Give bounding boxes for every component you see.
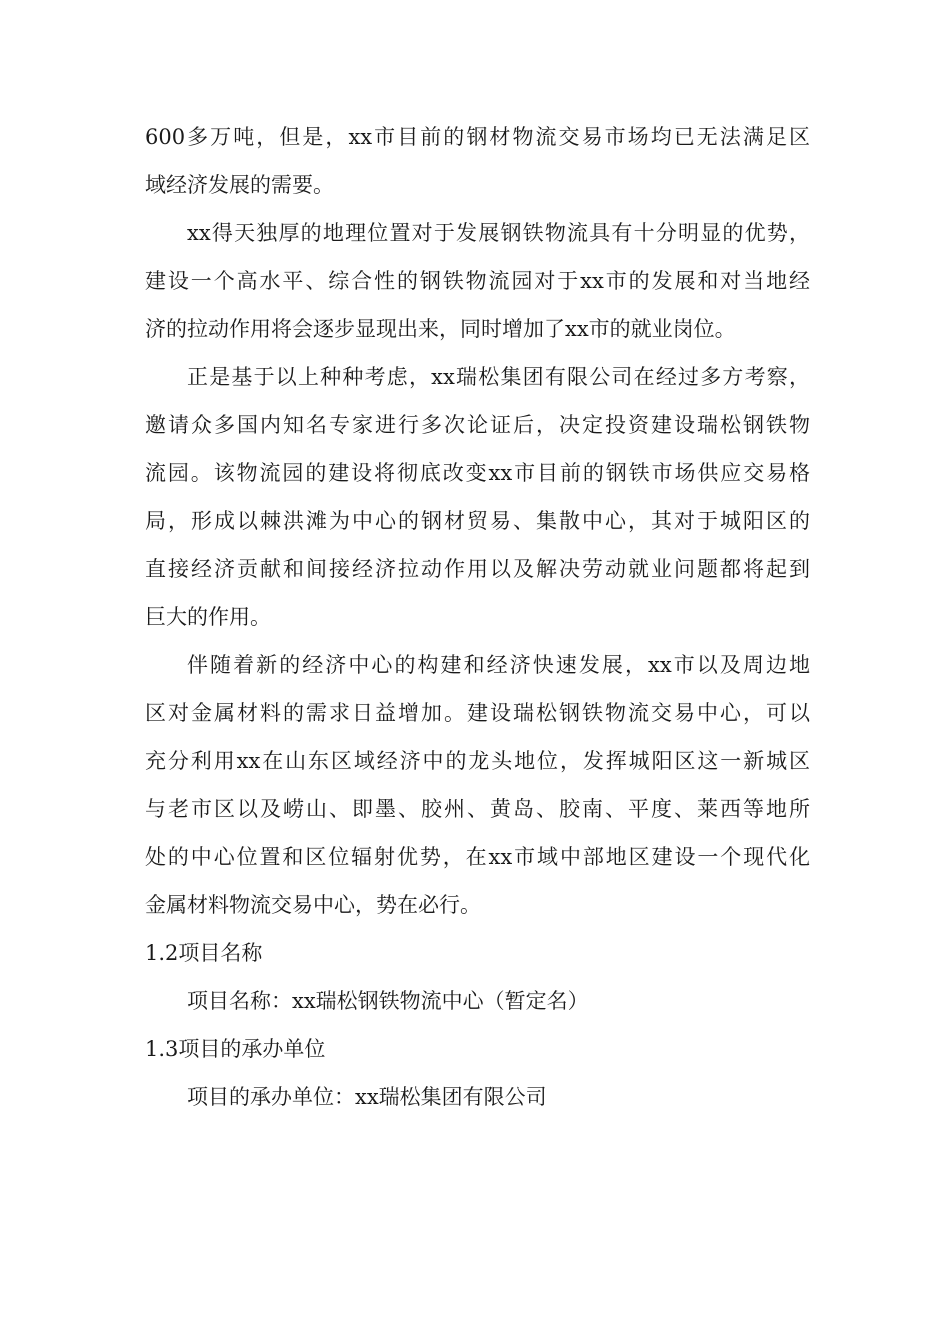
text-line: 充分利用xx在山东区域经济中的龙头地位，发挥城阳区这一新城区	[145, 749, 810, 773]
text-line: 巨大的作用。	[145, 605, 271, 629]
text-line: 局，形成以棘洪滩为中心的钢材贸易、集散中心，其对于城阳区的	[145, 509, 810, 533]
text-line: xx得天独厚的地理位置对于发展钢铁物流具有十分明显的优势，	[187, 221, 810, 245]
text-line: 邀请众多国内知名专家进行多次论证后，决定投资建设瑞松钢铁物	[145, 413, 810, 437]
paragraph-1	[145, 113, 810, 209]
section-heading-text: 1.2项目名称	[145, 941, 263, 965]
text-line: 直接经济贡献和间接经济拉动作用以及解决劳动就业问题都将起到	[145, 557, 810, 581]
text-line: 处的中心位置和区位辐射优势，在xx市域中部地区建设一个现代化	[145, 845, 810, 869]
text-line: 域经济发展的需要。	[145, 173, 334, 197]
section-body-1-2	[145, 977, 810, 1025]
text-line: 600多万吨，但是，xx市目前的钢材物流交易市场均已无法满足区	[145, 125, 810, 149]
paragraph-3	[145, 353, 810, 641]
section-body-1-3	[145, 1073, 810, 1121]
text-line: 区对金属材料的需求日益增加。建设瑞松钢铁物流交易中心，可以	[145, 701, 810, 725]
section-heading-1-2	[145, 929, 810, 977]
paragraph-2	[145, 209, 810, 353]
sponsor-unit-text: 项目的承办单位：xx瑞松集团有限公司	[187, 1085, 547, 1109]
text-line: 伴随着新的经济中心的构建和经济快速发展，xx市以及周边地	[187, 653, 810, 677]
text-line: 金属材料物流交易中心，势在必行。	[145, 893, 481, 917]
text-line: 建设一个高水平、综合性的钢铁物流园对于xx市的发展和对当地经	[145, 269, 810, 293]
project-name-text: 项目名称：xx瑞松钢铁物流中心（暂定名）	[187, 989, 589, 1013]
section-heading-1-3	[145, 1025, 810, 1073]
paragraph-4	[145, 641, 810, 929]
text-line: 与老市区以及崂山、即墨、胶州、黄岛、胶南、平度、莱西等地所	[145, 797, 810, 821]
text-line: 流园。该物流园的建设将彻底改变xx市目前的钢铁市场供应交易格	[145, 461, 810, 485]
text-line: 正是基于以上种种考虑，xx瑞松集团有限公司在经过多方考察，	[187, 365, 810, 389]
document-page	[145, 113, 810, 1121]
section-heading-text: 1.3项目的承办单位	[145, 1037, 326, 1061]
text-line: 济的拉动作用将会逐步显现出来，同时增加了xx市的就业岗位。	[145, 317, 736, 341]
